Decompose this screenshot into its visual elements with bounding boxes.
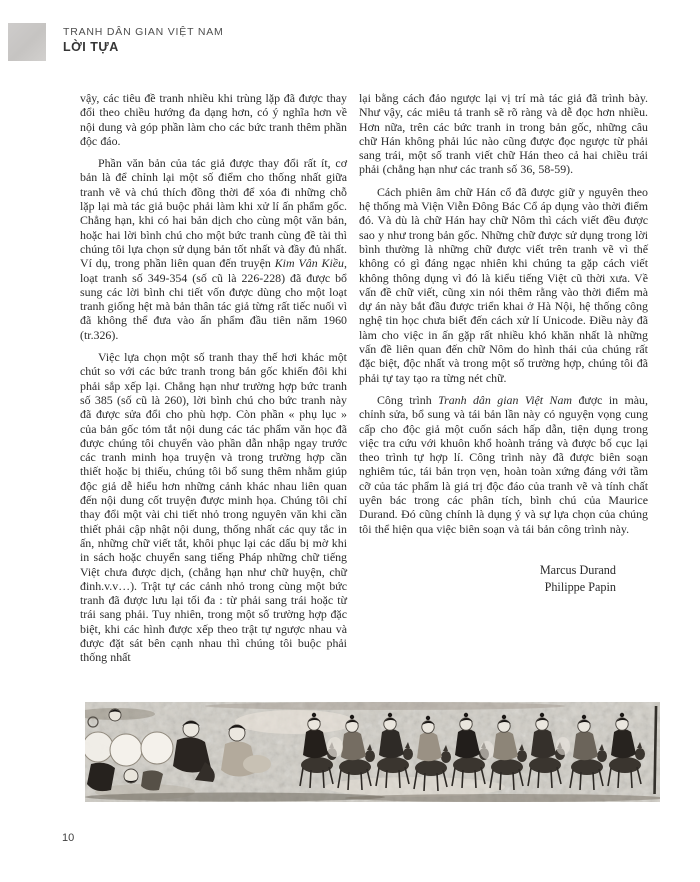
paragraph [359,393,648,536]
book-title-reference: Tranh dân gian Việt Nam [438,392,572,407]
paragraph-text: Việc lựa chọn một số tranh thay thế hơi khác một chút so với các bức tranh trong bản gốc khiến đôi khi phải sắp xếp lại. Chẳng hạn như trường hợp bức tranh số 385 (số cũ là 260), lời bình chú cho bức tranh này đã được sửa đổi cho phù hợp. Còn phần « phụ lục » của bản gốc tóm tắt nội dung các tác phẩm văn học đã được chúng tôi chuyển vào phần dẫn nhập ngay trước các tranh minh họa truyện và trong trường hợp cần thiết hoặc bị thiếu, chúng tôi bổ sung thêm nhằm giúp độc giả dễ hiểu hơn những cảnh khác nhau liên quan đến nội dung cốt truyện được minh họa. Chúng tôi chỉ thay đổi một vài chi tiết nhỏ trong nguyên văn khi cần thiết phải cập nhật nội dung, thống nhất các quy tắc in ấn, những chữ viết tắt, khôi phục lại các dấu bị mờ khi in sách hoặc chuyển sang tiếng Pháp những chữ tiếng Việt chưa được dịch, (chẳng hạn như chữ huyện, chữ đinh.v.v…). Trật tự các cảnh nhỏ trong cùng một bức tranh đã được lưu lại tối đa : từ phải sang trái hoặc từ trái sang phải. Tuy nhiên, trong một số trường hợp đặc biệt, khi các hình được xếp theo trật tự ngược nhau và được đặt sát bên cạnh nhau thì chúng tôi buộc phải thống nhất [80,350,347,665]
paragraph-text: lại bằng cách đảo ngược lại vị trí mà tác giả đã trình bày. Như vậy, các miêu tả tranh sẽ rõ ràng và dễ đọc hơn nhiều. Hơn nữa, trên các bức tranh in trong bản gốc, những câu chữ Hán không phải lúc nào cũng được đọc ngược từ phải sang trái, một số tranh viết chữ Hán theo cả hai chiều trái phải (chẳng hạn như các tranh số 36, 58-59). [359,91,648,177]
folk-print-procession-image [85,702,660,802]
paragraph-text: vậy, các tiêu đề tranh nhiều khi trùng lặp đã được thay đổi theo chiều hướng đa dạng hơn, có ý nghĩa hơn về nội dung và góp phần làm cho các bức tranh thêm phần độc đáo. [80,91,347,148]
paragraph-text: Công trình [377,392,439,407]
publisher-logo [8,23,46,61]
page-number: 10 [62,832,75,844]
header-titles [63,22,224,54]
book-title-reference: Kim Vân Kiều [274,256,345,271]
paragraph [80,350,347,665]
book-title: TRANH DÂN GIAN VIỆT NAM [63,26,224,38]
paragraph [80,156,347,342]
paragraph [80,91,347,148]
signature-name-2: Philippe Papin [544,580,616,595]
signature-block [359,562,648,597]
paragraph-text: được in màu, chỉnh sửa, bổ sung và tái bản lần này có nguyện vọng cung cấp cho độc giả một cuốn sách hấp dẫn, tiện dụng trong việc tra cứu với khuôn khổ hoành tráng và được bố cục lại theo trình tự hợp lí. Công trình này đã được biên soạn nghiêm túc, tái bản trọn vẹn, hoàn toàn xứng đáng với tầm cỡ của tác phẩm là giá trị độc đáo của tranh vẽ và tính chất uyên bác trong các phân tích, bình chú của Maurice Durand. Đó cũng chính là dụng ý và sự lựa chọn của chúng tôi thể hiện qua việc biên soạn và tái bản công trình này. [359,392,648,536]
paragraph-text: Phần văn bản của tác giả được thay đổi rất ít, cơ bản là để chỉnh lại một số điểm cho thống nhất giữa tranh vẽ và chú thích đồng thời để xóa đi những chỗ lặp lại mà tác giả buộc phải làm khi xử lí ấn phẩm gốc. Chẳng hạn, khi có hai bản dịch cho cùng một văn bản, hoặc hai lời bình chú cho một bức tranh cùng đề tài thì chúng tôi lựa chọn sử dụng bản tốt nhất và đầy đủ nhất. Ví dụ, trong phần liên quan đến truyện [80,156,347,271]
paragraph-text: Cách phiên âm chữ Hán cổ đã được giữ y nguyên theo hệ thống mà Viện Viễn Đông Bác Cổ áp dụng vào thời điểm đó. Và dù là chữ Hán hay chữ Nôm thì cách viết đều được sao y như trong bản gốc. Những chữ được sử dụng trong lời bình thường là những chữ được viết trên tranh vẽ vì thế không có gì đáng ngạc nhiên khi chúng ta gặp cách viết không thông dụng vì đó là kiểu tiếng Việt cũ thời xưa. Về vấn đề chữ viết, cũng xin nói thêm rằng vào thời điểm mà dự án này bắt đầu được triển khai ở Hà Nội, hệ thống công nghệ tin học chưa biết đến cách xử lí Unicode. Điều này đã làm cho việc in ấn gặp rất nhiều khó khăn nhất là những vấn đề liên quan đến chữ Nôm do hình thái của chúng rất đặc biệt, độc nhất và trong một số trường hợp, chúng tôi đã phải tự tay tạo ra từng nét chữ. [359,184,648,385]
signature-name-1: Marcus Durand [539,562,616,577]
paragraph [359,91,648,177]
text-columns [80,91,648,665]
text-column-left [80,91,347,665]
text-column-right [359,91,648,665]
paragraph [359,185,648,385]
paragraph-text: , loạt tranh số 349-354 (số cũ là 226-228) đã được bổ sung các lời bình chi tiết vốn được dùng cho một loạt tranh giống hệt mà bản thân tác giả từng rất tiếc nuối vì đã không thể đưa vào ấn phẩm đầu tiên năm 1960 (tr.326). [80,256,347,342]
folk-painting-strip [85,702,660,802]
page-header [8,22,224,61]
section-title: LỜI TỰA [63,40,119,54]
